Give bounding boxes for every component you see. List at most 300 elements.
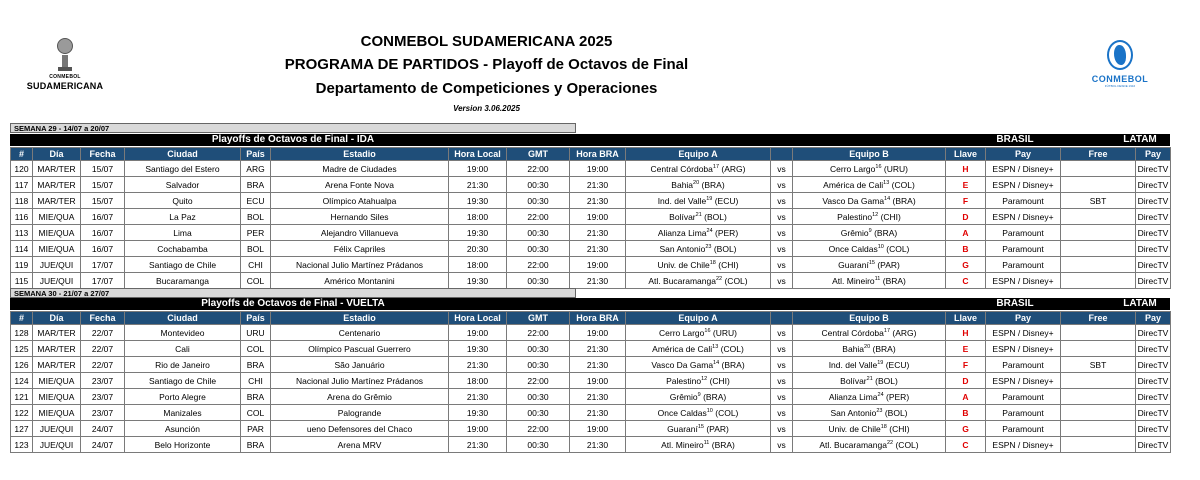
- vs-cell: vs: [771, 421, 793, 437]
- match-number: 126: [11, 357, 33, 373]
- team-seed: 16: [704, 327, 711, 334]
- team-country: (COL): [886, 243, 910, 254]
- column-header: #: [11, 148, 33, 161]
- team-country: (BRA): [703, 391, 727, 402]
- column-header: Hora BRA: [570, 148, 626, 161]
- gmt-time-cell: 00:30: [507, 389, 570, 405]
- team-name: Cerro Largo: [830, 163, 876, 174]
- day-cell: MAR/TER: [33, 193, 81, 209]
- team-country: (BOL): [704, 211, 727, 222]
- local-time-cell: 20:30: [449, 241, 507, 257]
- local-time-cell: 21:30: [449, 389, 507, 405]
- section-bar: [10, 298, 1170, 310]
- bracket-key-cell: H: [946, 325, 986, 341]
- brasil-pay-cell: Paramount: [986, 225, 1061, 241]
- stadium-cell: Arena MRV: [271, 437, 449, 453]
- gmt-time-cell: 00:30: [507, 241, 570, 257]
- local-time-cell: 21:30: [449, 177, 507, 193]
- vs-cell: vs: [771, 341, 793, 357]
- brasil-pay-cell: Paramount: [986, 389, 1061, 405]
- stadium-cell: Nacional Julio Martínez Prádanos: [271, 257, 449, 273]
- column-header: Estadio: [271, 312, 449, 325]
- team-country: (URU): [883, 163, 908, 174]
- team-seed: 20: [693, 179, 700, 186]
- team-name: Atl. Mineiro: [661, 439, 704, 450]
- column-header: Fecha: [81, 312, 125, 325]
- team-a-cell: [626, 389, 771, 405]
- team-seed: 20: [864, 343, 871, 350]
- date-cell: 24/07: [81, 437, 125, 453]
- column-header: Free: [1061, 312, 1136, 325]
- team-a-cell: [626, 421, 771, 437]
- local-time-cell: 19:00: [449, 421, 507, 437]
- team-name: Atl. Mineiro: [832, 275, 875, 286]
- vs-cell: vs: [771, 257, 793, 273]
- team-b-cell: [793, 325, 946, 341]
- brasil-free-cell: [1061, 421, 1136, 437]
- vs-cell: vs: [771, 193, 793, 209]
- country-cell: CHI: [241, 257, 271, 273]
- bracket-key-cell: D: [946, 373, 986, 389]
- brasil-free-cell: [1061, 373, 1136, 389]
- team-seed: 13: [883, 179, 890, 186]
- brasil-pay-cell: Paramount: [986, 193, 1061, 209]
- local-time-cell: 21:30: [449, 437, 507, 453]
- local-time-cell: 18:00: [449, 209, 507, 225]
- column-header: País: [241, 312, 271, 325]
- team-seed: 10: [877, 243, 884, 250]
- brasil-pay-cell: Paramount: [986, 241, 1061, 257]
- week-label: SEMANA 29 - 14/07 a 20/07: [10, 123, 576, 133]
- team-name: San Antonio: [830, 407, 877, 418]
- city-cell: Bucaramanga: [125, 273, 241, 289]
- latam-pay-cell: DirecTV: [1136, 373, 1171, 389]
- stadium-cell: Arena do Grêmio: [271, 389, 449, 405]
- date-cell: 17/07: [81, 257, 125, 273]
- team-country: (BRA): [874, 227, 898, 238]
- team-country: (PAR): [877, 259, 900, 270]
- local-time-cell: 19:00: [449, 325, 507, 341]
- day-cell: MAR/TER: [33, 177, 81, 193]
- stadium-cell: Alejandro Villanueva: [271, 225, 449, 241]
- team-seed: 15: [697, 423, 704, 430]
- brasil-free-cell: [1061, 177, 1136, 193]
- gmt-time-cell: 22:00: [507, 257, 570, 273]
- stadium-cell: Nacional Julio Martínez Prádanos: [271, 373, 449, 389]
- table-row: [11, 437, 1171, 453]
- day-cell: MIE/QUA: [33, 389, 81, 405]
- team-name: Ind. del Valle: [828, 359, 878, 370]
- column-header: Hora Local: [449, 148, 507, 161]
- column-header: GMT: [507, 312, 570, 325]
- bra-time-cell: 21:30: [570, 405, 626, 421]
- day-cell: MAR/TER: [33, 325, 81, 341]
- team-a-cell: [626, 325, 771, 341]
- column-header: Free: [1061, 148, 1136, 161]
- table-row: [11, 209, 1171, 225]
- brasil-pay-cell: ESPN / Disney+: [986, 209, 1061, 225]
- team-a-cell: [626, 161, 771, 177]
- day-cell: MIE/QUA: [33, 405, 81, 421]
- latam-pay-cell: DirecTV: [1136, 405, 1171, 421]
- column-header: Hora Local: [449, 312, 507, 325]
- local-time-cell: 19:30: [449, 193, 507, 209]
- match-number: 122: [11, 405, 33, 421]
- team-name: Atl. Bucaramanga: [648, 275, 716, 286]
- team-country: (CHI): [718, 259, 739, 270]
- day-cell: MAR/TER: [33, 357, 81, 373]
- team-b-cell: [793, 357, 946, 373]
- column-header: Pay: [986, 148, 1061, 161]
- date-cell: 17/07: [81, 273, 125, 289]
- team-country: (BOL): [884, 407, 908, 418]
- column-header: Estadio: [271, 148, 449, 161]
- team-name: Vasco Da Gama: [822, 195, 885, 206]
- country-cell: ARG: [241, 161, 271, 177]
- team-country: (BRA): [882, 275, 906, 286]
- team-seed: 18: [709, 259, 716, 266]
- bra-time-cell: 19:00: [570, 373, 626, 389]
- team-name: Central Córdoba: [650, 163, 713, 174]
- team-b-cell: [793, 177, 946, 193]
- city-cell: Santiago de Chile: [125, 257, 241, 273]
- bra-time-cell: 19:00: [570, 209, 626, 225]
- vs-cell: vs: [771, 273, 793, 289]
- date-cell: 23/07: [81, 389, 125, 405]
- match-number: 113: [11, 225, 33, 241]
- department-title: Departamento de Competiciones y Operaciones: [315, 80, 658, 97]
- date-cell: 22/07: [81, 341, 125, 357]
- gmt-time-cell: 00:30: [507, 405, 570, 421]
- latam-pay-cell: DirecTV: [1136, 241, 1171, 257]
- brasil-pay-cell: ESPN / Disney+: [986, 161, 1061, 177]
- team-seed: 19: [877, 359, 884, 366]
- column-header: [771, 148, 793, 161]
- team-name: América de Cali: [823, 179, 884, 190]
- brasil-pay-cell: ESPN / Disney+: [986, 341, 1061, 357]
- table-row: [11, 225, 1171, 241]
- team-name: Univ. de Chile: [657, 259, 710, 270]
- city-cell: Cali: [125, 341, 241, 357]
- brasil-pay-cell: ESPN / Disney+: [986, 177, 1061, 193]
- team-seed: 14: [884, 195, 891, 202]
- brasil-pay-cell: ESPN / Disney+: [986, 373, 1061, 389]
- match-number: 115: [11, 273, 33, 289]
- team-country: (PER): [886, 391, 910, 402]
- team-a-cell: [626, 357, 771, 373]
- conmebol-logo: [1070, 38, 1170, 98]
- latam-pay-cell: DirecTV: [1136, 193, 1171, 209]
- bra-time-cell: 21:30: [570, 437, 626, 453]
- local-time-cell: 19:30: [449, 225, 507, 241]
- team-name: San Antonio: [659, 243, 706, 254]
- team-seed: 22: [715, 275, 723, 282]
- city-cell: La Paz: [125, 209, 241, 225]
- bracket-key-cell: B: [946, 405, 986, 421]
- team-seed: 15: [868, 259, 875, 266]
- date-cell: 22/07: [81, 357, 125, 373]
- team-name: Alianza Lima: [828, 391, 878, 402]
- country-cell: BRA: [241, 389, 271, 405]
- bra-time-cell: 21:30: [570, 193, 626, 209]
- gmt-time-cell: 00:30: [507, 193, 570, 209]
- day-cell: MAR/TER: [33, 341, 81, 357]
- team-name: Bolívar: [669, 211, 696, 222]
- match-number: 118: [11, 193, 33, 209]
- team-name: Univ. de Chile: [828, 423, 881, 434]
- vs-cell: vs: [771, 161, 793, 177]
- table-row: [11, 341, 1171, 357]
- latam-pay-cell: DirecTV: [1136, 389, 1171, 405]
- team-country: (ARG): [892, 327, 917, 338]
- team-seed: 10: [706, 407, 713, 414]
- logo-left-big: SUDAMERICANA: [26, 81, 104, 91]
- team-country: (COL): [715, 407, 739, 418]
- team-seed: 23: [705, 243, 712, 250]
- stadium-cell: Palogrande: [271, 405, 449, 421]
- team-b-cell: [793, 257, 946, 273]
- latam-pay-cell: DirecTV: [1136, 325, 1171, 341]
- stadium-cell: Madre de Ciudades: [271, 161, 449, 177]
- city-cell: Montevideo: [125, 325, 241, 341]
- day-cell: JUE/QUI: [33, 421, 81, 437]
- match-number: 123: [11, 437, 33, 453]
- date-cell: 24/07: [81, 421, 125, 437]
- team-country: (ECU): [714, 195, 739, 206]
- team-a-cell: [626, 177, 771, 193]
- column-header: Llave: [946, 312, 986, 325]
- bracket-key-cell: C: [946, 273, 986, 289]
- table-row: [11, 325, 1171, 341]
- brasil-free-cell: [1061, 257, 1136, 273]
- team-a-cell: [626, 437, 771, 453]
- vs-cell: vs: [771, 373, 793, 389]
- bracket-key-cell: E: [946, 177, 986, 193]
- team-name: Ind. del Valle: [657, 195, 707, 206]
- section-bar: [10, 134, 1170, 146]
- brasil-free-cell: SBT: [1061, 193, 1136, 209]
- brasil-free-cell: [1061, 225, 1136, 241]
- team-country: (BRA): [711, 439, 735, 450]
- gmt-time-cell: 22:00: [507, 209, 570, 225]
- team-country: (CHI): [880, 211, 901, 222]
- team-seed: 24: [706, 227, 713, 234]
- team-seed: 24: [877, 391, 884, 398]
- day-cell: MAR/TER: [33, 161, 81, 177]
- team-seed: 23: [876, 407, 883, 414]
- team-name: Guaraní: [838, 259, 869, 270]
- page-subtitle: PROGRAMA DE PARTIDOS - Playoff de Octavos de Final: [284, 56, 689, 73]
- latam-pay-cell: DirecTV: [1136, 209, 1171, 225]
- column-header: Equipo A: [626, 312, 771, 325]
- match-number: 127: [11, 421, 33, 437]
- team-seed: 21: [695, 211, 702, 218]
- table-row: [11, 357, 1171, 373]
- team-seed: 17: [712, 163, 720, 170]
- country-cell: BRA: [241, 437, 271, 453]
- column-header: [771, 312, 793, 325]
- vs-cell: vs: [771, 209, 793, 225]
- column-header: Equipo B: [793, 312, 946, 325]
- latam-pay-cell: DirecTV: [1136, 177, 1171, 193]
- latam-pay-cell: DirecTV: [1136, 437, 1171, 453]
- stadium-cell: Arena Fonte Nova: [271, 177, 449, 193]
- date-cell: 22/07: [81, 325, 125, 341]
- team-name: América de Cali: [652, 343, 713, 354]
- day-cell: JUE/QUI: [33, 437, 81, 453]
- team-b-cell: [793, 241, 946, 257]
- page-title: CONMEBOL SUDAMERICANA 2025: [360, 33, 613, 50]
- local-time-cell: 19:30: [449, 273, 507, 289]
- vs-cell: vs: [771, 405, 793, 421]
- team-seed: 22: [886, 439, 894, 446]
- gmt-time-cell: 00:30: [507, 437, 570, 453]
- date-cell: 16/07: [81, 209, 125, 225]
- local-time-cell: 19:30: [449, 341, 507, 357]
- team-seed: 12: [701, 375, 708, 382]
- team-country: (BOL): [875, 375, 898, 386]
- vs-cell: vs: [771, 325, 793, 341]
- latam-pay-cell: DirecTV: [1136, 341, 1171, 357]
- team-a-cell: [626, 373, 771, 389]
- local-time-cell: 21:30: [449, 357, 507, 373]
- column-header: Pay: [1136, 148, 1171, 161]
- bra-time-cell: 19:00: [570, 161, 626, 177]
- date-cell: 15/07: [81, 193, 125, 209]
- team-country: (COL): [895, 439, 919, 450]
- team-seed: 11: [703, 439, 710, 446]
- team-seed: 21: [866, 375, 873, 382]
- latam-pay-cell: DirecTV: [1136, 273, 1171, 289]
- team-name: Guaraní: [667, 423, 698, 434]
- team-name: Palestino: [837, 211, 873, 222]
- latam-pay-cell: DirecTV: [1136, 225, 1171, 241]
- table-row: [11, 421, 1171, 437]
- date-cell: 15/07: [81, 177, 125, 193]
- city-cell: Lima: [125, 225, 241, 241]
- table-row: [11, 273, 1171, 289]
- city-cell: Manizales: [125, 405, 241, 421]
- column-header: Ciudad: [125, 148, 241, 161]
- bracket-key-cell: G: [946, 257, 986, 273]
- team-name: Vasco Da Gama: [651, 359, 714, 370]
- column-header: Hora BRA: [570, 312, 626, 325]
- city-cell: Salvador: [125, 177, 241, 193]
- country-cell: COL: [241, 273, 271, 289]
- date-cell: 16/07: [81, 225, 125, 241]
- bracket-key-cell: A: [946, 389, 986, 405]
- team-seed: 11: [874, 275, 881, 282]
- table-row: [11, 373, 1171, 389]
- stadium-cell: Américo Montanini: [271, 273, 449, 289]
- table-header: [11, 312, 1171, 325]
- vs-cell: vs: [771, 241, 793, 257]
- city-cell: Belo Horizonte: [125, 437, 241, 453]
- gmt-time-cell: 22:00: [507, 325, 570, 341]
- team-country: (COL): [724, 275, 748, 286]
- stadium-cell: Hernando Siles: [271, 209, 449, 225]
- country-cell: COL: [241, 341, 271, 357]
- vs-cell: vs: [771, 389, 793, 405]
- team-name: Central Córdoba: [821, 327, 884, 338]
- team-b-cell: [793, 389, 946, 405]
- team-seed: 14: [713, 359, 720, 366]
- team-b-cell: [793, 341, 946, 357]
- bracket-key-cell: A: [946, 225, 986, 241]
- brasil-free-cell: [1061, 389, 1136, 405]
- date-cell: 16/07: [81, 241, 125, 257]
- day-cell: MIE/QUA: [33, 373, 81, 389]
- column-header: Día: [33, 312, 81, 325]
- logo-right-tag: FÚTBOL DESDE 1916: [1104, 84, 1136, 88]
- team-country: (BOL): [713, 243, 737, 254]
- team-country: (BRA): [701, 179, 725, 190]
- stadium-cell: Félix Capriles: [271, 241, 449, 257]
- brasil-free-cell: [1061, 209, 1136, 225]
- section-title: Playoffs de Octavos de Final - VUELTA: [201, 298, 385, 309]
- team-country: (COL): [891, 179, 915, 190]
- bracket-key-cell: B: [946, 241, 986, 257]
- country-cell: URU: [241, 325, 271, 341]
- team-b-cell: [793, 273, 946, 289]
- date-cell: 23/07: [81, 405, 125, 421]
- team-country: (BRA): [892, 195, 916, 206]
- gmt-time-cell: 00:30: [507, 273, 570, 289]
- column-header: Fecha: [81, 148, 125, 161]
- team-country: (CHI): [709, 375, 730, 386]
- brasil-pay-cell: Paramount: [986, 421, 1061, 437]
- schedule-table-ida: [10, 147, 1171, 289]
- day-cell: JUE/QUI: [33, 257, 81, 273]
- logo-right-name: CONMEBOL: [1091, 74, 1149, 84]
- latam-label: LATAM: [1123, 298, 1157, 309]
- match-number: 121: [11, 389, 33, 405]
- latam-pay-cell: DirecTV: [1136, 161, 1171, 177]
- stadium-cell: Olímpico Pascual Guerrero: [271, 341, 449, 357]
- vs-cell: vs: [771, 225, 793, 241]
- team-seed: 12: [872, 211, 879, 218]
- team-b-cell: [793, 225, 946, 241]
- team-name: Grêmio: [669, 391, 698, 402]
- gmt-time-cell: 22:00: [507, 373, 570, 389]
- logo-left-small: CONMEBOL: [49, 74, 81, 80]
- team-a-cell: [626, 273, 771, 289]
- team-country: (BRA): [872, 343, 896, 354]
- city-cell: Asunción: [125, 421, 241, 437]
- brasil-free-cell: [1061, 437, 1136, 453]
- team-b-cell: [793, 405, 946, 421]
- local-time-cell: 18:00: [449, 257, 507, 273]
- team-a-cell: [626, 193, 771, 209]
- team-seed: 9: [697, 391, 701, 398]
- brasil-pay-cell: ESPN / Disney+: [986, 325, 1061, 341]
- brasil-label: BRASIL: [996, 134, 1034, 145]
- column-header: GMT: [507, 148, 570, 161]
- schedule-table-vuelta: [10, 311, 1171, 453]
- gmt-time-cell: 00:30: [507, 177, 570, 193]
- gmt-time-cell: 00:30: [507, 225, 570, 241]
- bra-time-cell: 19:00: [570, 421, 626, 437]
- team-name: Grêmio: [840, 227, 869, 238]
- version-label: Version 3.06.2025: [453, 104, 520, 113]
- bra-time-cell: 21:30: [570, 177, 626, 193]
- match-number: 120: [11, 161, 33, 177]
- country-cell: CHI: [241, 373, 271, 389]
- bra-time-cell: 21:30: [570, 241, 626, 257]
- team-name: Bolívar: [840, 375, 867, 386]
- bra-time-cell: 21:30: [570, 225, 626, 241]
- team-a-cell: [626, 209, 771, 225]
